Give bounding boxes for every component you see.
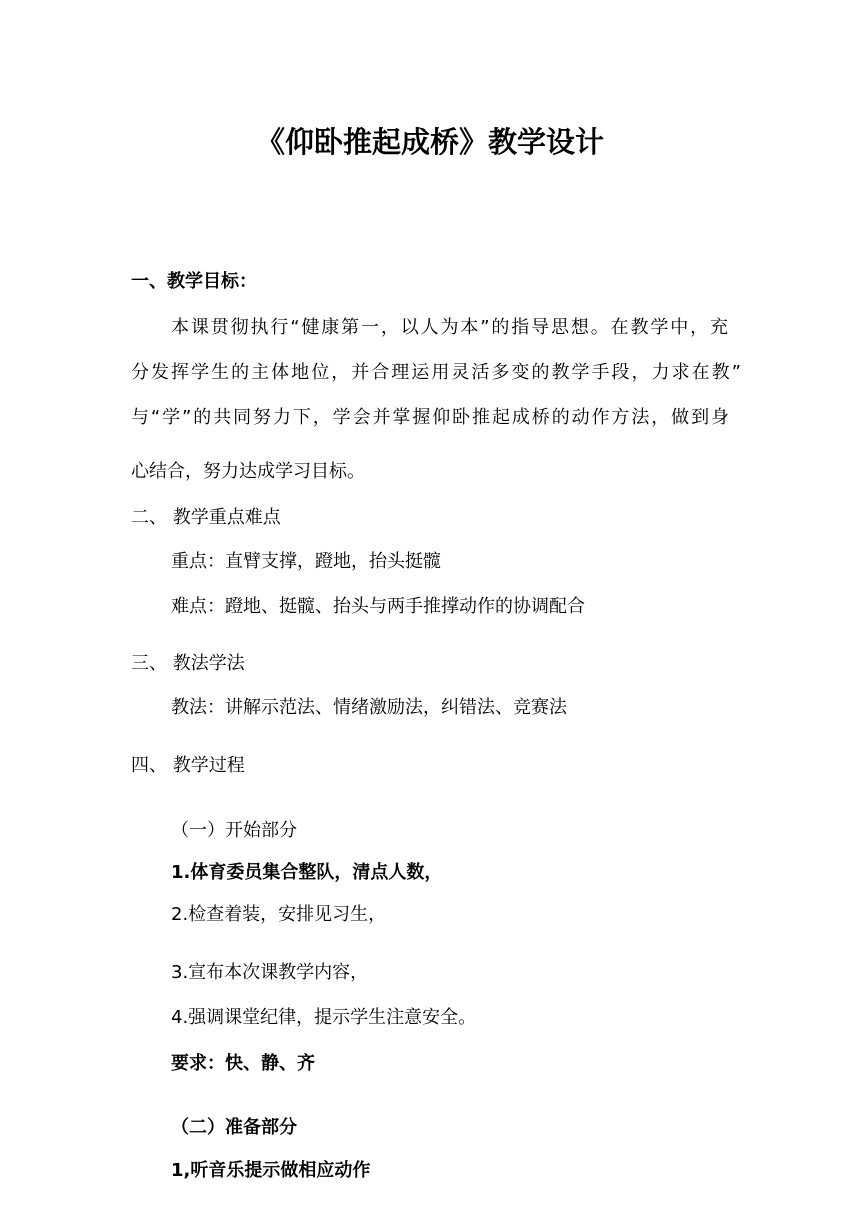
objectives-paragraph-line: 心结合，努力达成学习目标。	[131, 461, 365, 482]
list-item: 2.检查着装，安排见习生，	[171, 904, 387, 925]
teaching-methods-text: 教法：讲解示范法、情绪激励法，纠错法、竞赛法	[171, 697, 567, 718]
document-title: 《仰卧推起成桥》教学设计	[255, 125, 604, 159]
list-item: 1.体育委员集合整队，清点人数，	[171, 862, 443, 883]
subsection-heading-preparation: （二）准备部分	[171, 1117, 297, 1138]
objectives-paragraph-line: 分发挥学生的主体地位，并合理运用灵活多变的教学手段，力求在教”	[131, 362, 741, 383]
list-item: 1,听音乐提示做相应动作	[171, 1160, 371, 1181]
objectives-paragraph-line: 与“学”的共同努力下，学会并掌握仰卧推起成桥的动作方法，做到身	[131, 407, 729, 428]
objectives-paragraph-line: 本课贯彻执行“健康第一，以人为本”的指导思想。在教学中，充	[171, 317, 728, 338]
list-item: 4.强调课堂纪律，提示学生注意安全。	[171, 1007, 477, 1028]
list-item: 3.宣布本次课教学内容，	[171, 962, 369, 983]
section-heading-objectives: 一、教学目标：	[131, 271, 257, 292]
key-point-text: 重点：直臂支撑，蹬地，抬头挺髋	[171, 551, 441, 572]
section-heading-key-points: 二、 教学重点难点	[131, 507, 281, 528]
requirement-text: 要求：快、静、齐	[171, 1053, 315, 1074]
subsection-heading-opening: （一）开始部分	[171, 820, 297, 841]
section-heading-methods: 三、 教法学法	[131, 653, 245, 674]
section-heading-process: 四、 教学过程	[131, 755, 245, 776]
difficulty-text: 难点：蹬地、挺髋、抬头与两手推撑动作的协调配合	[171, 596, 585, 617]
